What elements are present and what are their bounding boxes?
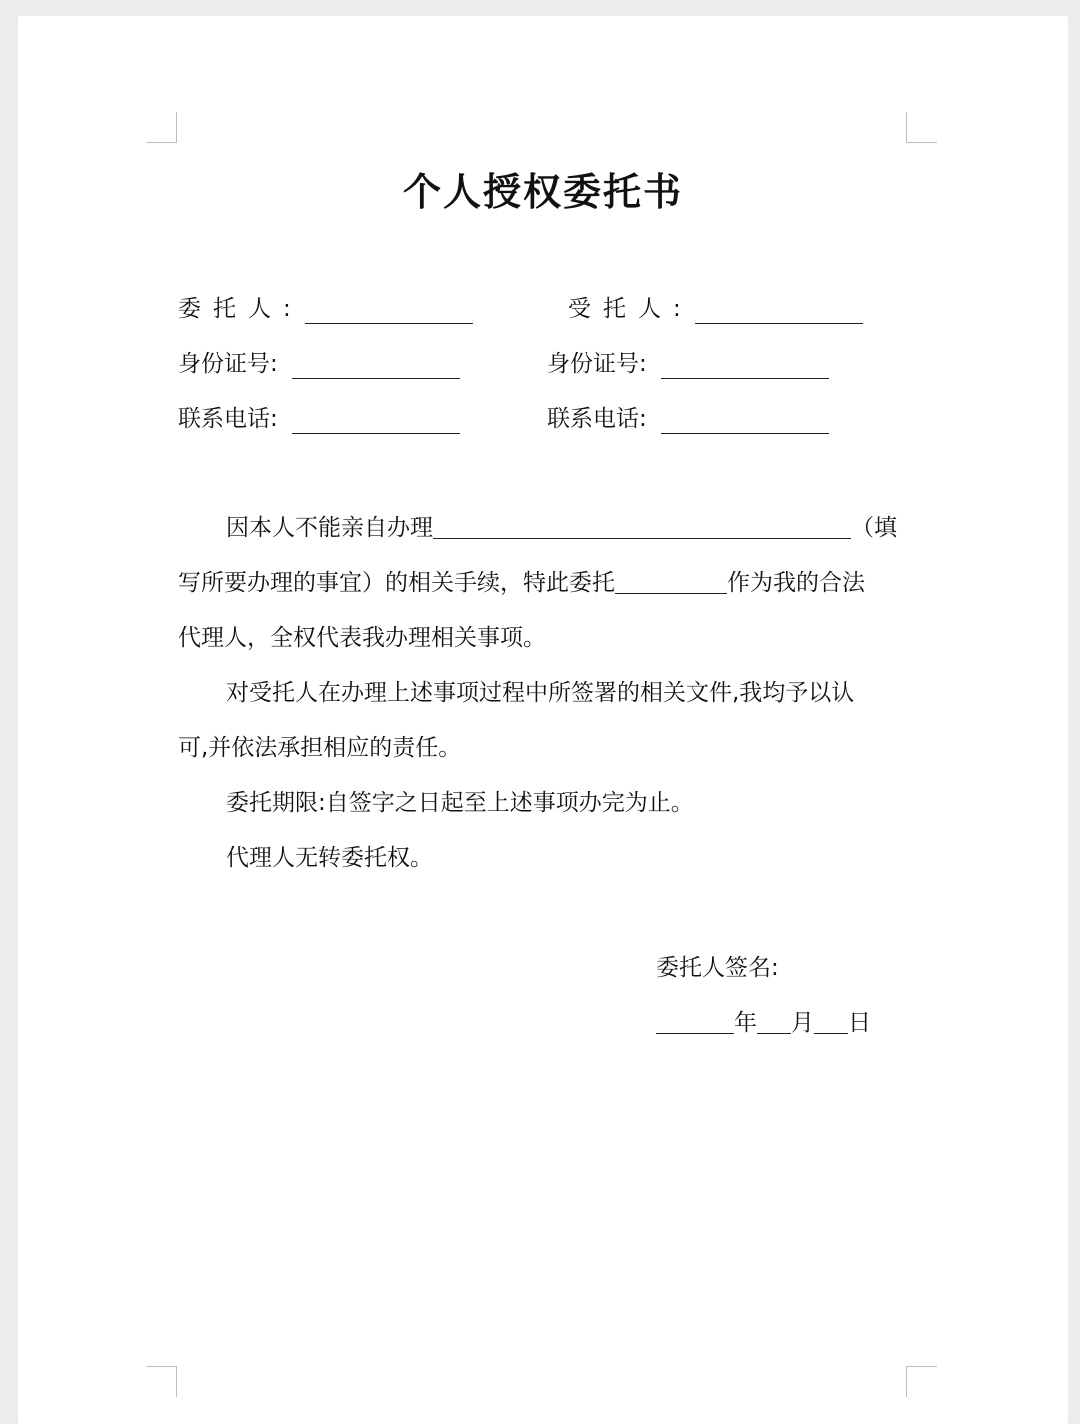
bottom-right-margin-mark bbox=[906, 1366, 937, 1397]
agent-phone-blank[interactable] bbox=[661, 407, 829, 434]
agent-id-field bbox=[547, 349, 829, 379]
bottom-left-margin-mark bbox=[146, 1366, 177, 1397]
year-blank[interactable] bbox=[656, 1009, 734, 1034]
agent-label: 受托人 bbox=[568, 296, 673, 322]
top-right-margin-mark bbox=[906, 112, 937, 143]
principal-field bbox=[178, 294, 473, 324]
day-blank[interactable] bbox=[814, 1009, 848, 1034]
year-label: 年 bbox=[734, 1010, 757, 1036]
signature-date bbox=[656, 1008, 871, 1038]
p4-text: 代理人无转委托权。 bbox=[226, 845, 433, 871]
document-title: 个人授权委托书 bbox=[402, 170, 683, 214]
body-line bbox=[178, 501, 908, 556]
p2-text-b: 可,并依法承担相应的责任。 bbox=[178, 735, 462, 761]
day-label: 日 bbox=[848, 1010, 871, 1036]
body-paragraph-1 bbox=[178, 501, 908, 666]
p1-text-a: 因本人不能亲自办理 bbox=[226, 515, 433, 541]
agent-colon: : bbox=[673, 296, 681, 322]
principal-id-colon: : bbox=[270, 351, 278, 377]
p3-text: 委托期限:自签字之日起至上述事项办完为止。 bbox=[226, 790, 694, 816]
principal-phone-colon: : bbox=[270, 406, 278, 432]
body-paragraph-4 bbox=[178, 831, 908, 886]
agent-field bbox=[568, 294, 863, 324]
agent-id-blank[interactable] bbox=[661, 352, 829, 379]
principal-id-label: 身份证号 bbox=[178, 351, 270, 377]
p1-text-c: 写所要办理的事宜）的相关手续，特此委托 bbox=[178, 570, 615, 596]
body-paragraph-3 bbox=[178, 776, 908, 831]
agent-id-label: 身份证号 bbox=[547, 351, 639, 377]
principal-phone-field bbox=[178, 404, 460, 434]
agent-name-blank[interactable] bbox=[695, 297, 863, 324]
principal-id-field bbox=[178, 349, 460, 379]
principal-name-blank[interactable] bbox=[305, 297, 473, 324]
document-page bbox=[18, 16, 1068, 1424]
matter-blank[interactable] bbox=[433, 514, 851, 539]
body-line bbox=[178, 556, 908, 611]
principal-label: 委托人 bbox=[178, 296, 283, 322]
principal-phone-label: 联系电话 bbox=[178, 406, 270, 432]
month-blank[interactable] bbox=[757, 1009, 791, 1034]
body-line bbox=[178, 611, 908, 666]
agent-phone-field bbox=[547, 404, 829, 434]
p1-text-e: 代理人，全权代表我办理相关事项。 bbox=[178, 625, 546, 651]
principal-colon: : bbox=[283, 296, 291, 322]
agent-id-colon: : bbox=[639, 351, 647, 377]
month-label: 月 bbox=[791, 1010, 814, 1036]
signature-label: 委托人签名: bbox=[656, 955, 779, 981]
principal-phone-blank[interactable] bbox=[292, 407, 460, 434]
agent-phone-colon: : bbox=[639, 406, 647, 432]
p1-text-d: 作为我的合法 bbox=[727, 570, 865, 596]
agent-phone-label: 联系电话 bbox=[547, 406, 639, 432]
p1-text-b: （填 bbox=[851, 515, 897, 541]
principal-id-blank[interactable] bbox=[292, 352, 460, 379]
body-paragraph-2 bbox=[178, 666, 908, 776]
top-left-margin-mark bbox=[146, 112, 177, 143]
p2-text-a: 对受托人在办理上述事项过程中所签署的相关文件,我均予以认 bbox=[226, 680, 855, 706]
agent-inline-blank[interactable] bbox=[615, 569, 727, 594]
